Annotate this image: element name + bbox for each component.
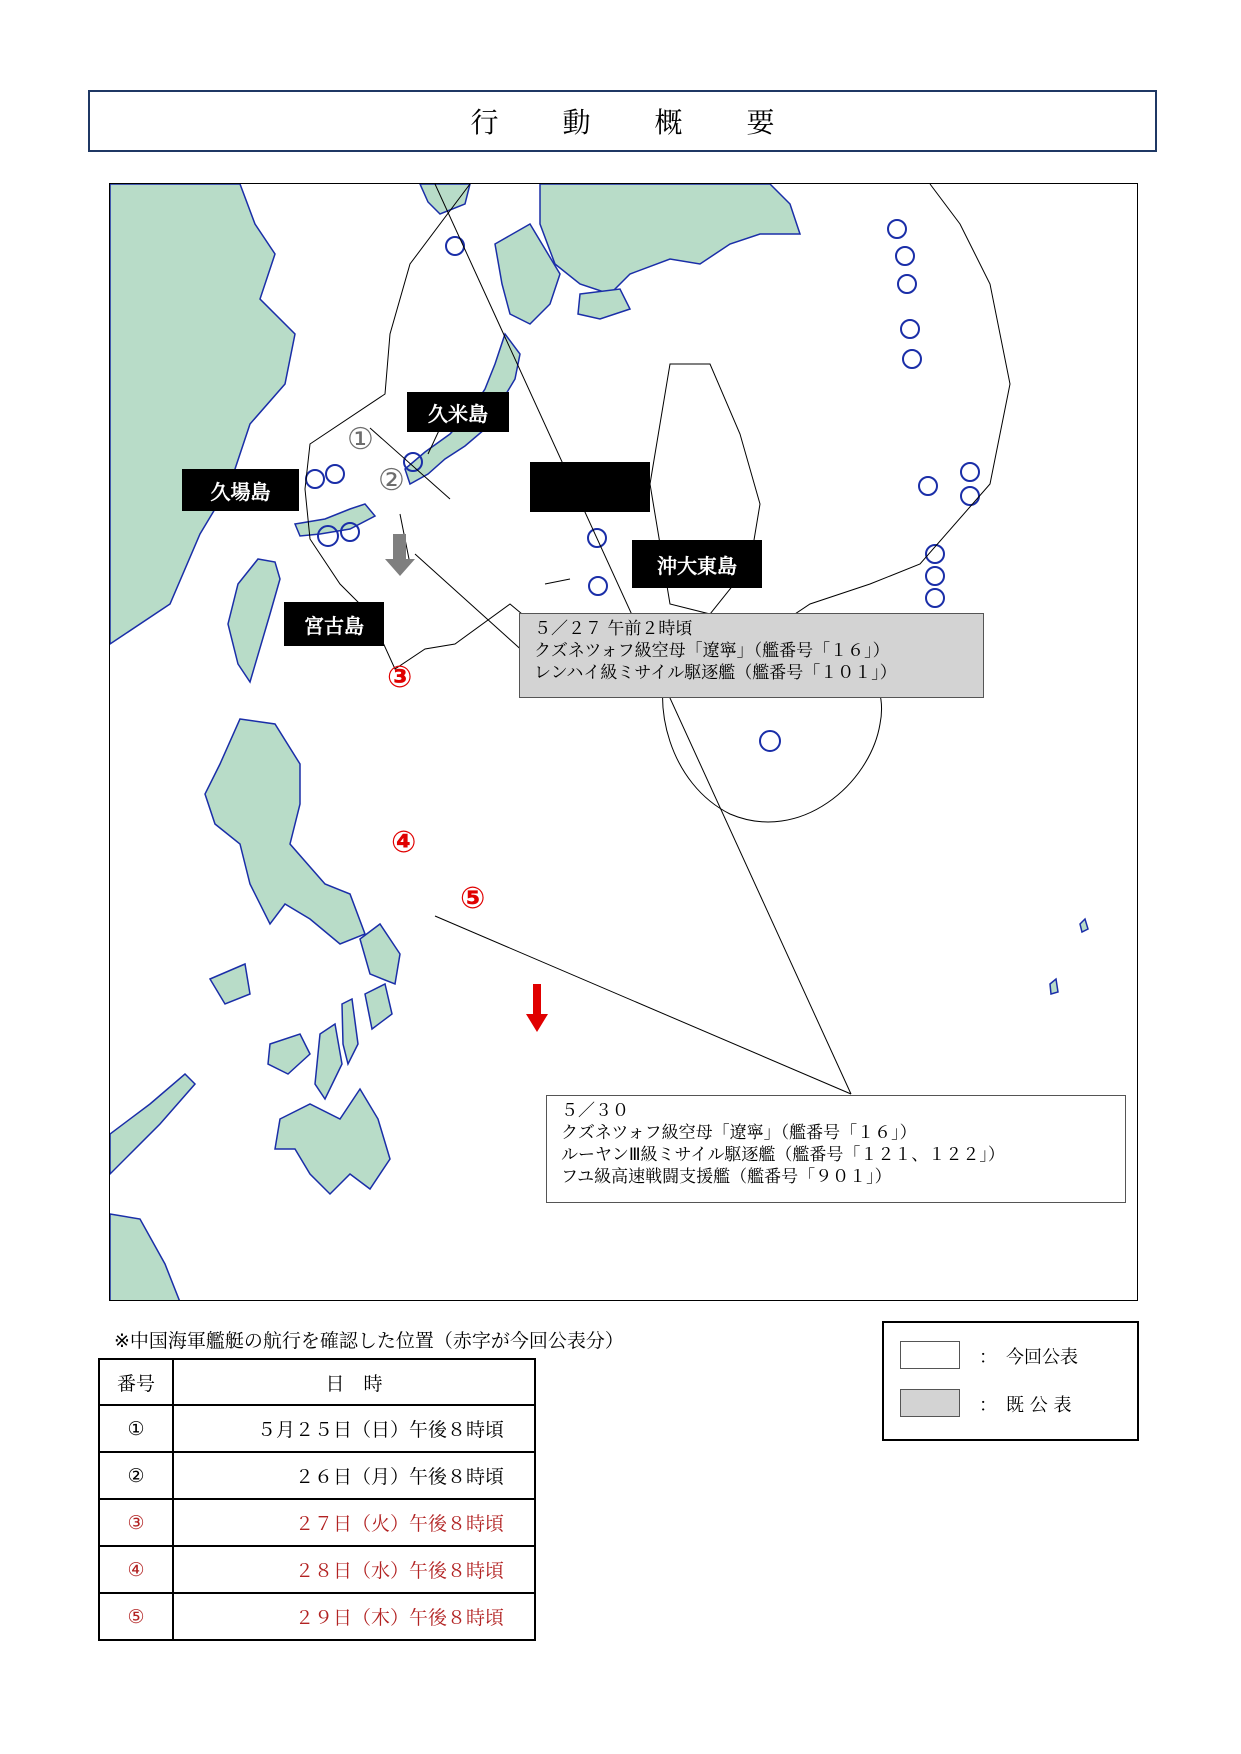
samar <box>360 924 400 984</box>
row-date: ２８日（水）午後８時頃 <box>173 1546 535 1593</box>
previous-arrow <box>385 534 415 576</box>
legend-swatch-current <box>900 1341 960 1369</box>
japan-honshu <box>540 184 800 294</box>
label-kuba: 久場島 <box>182 469 299 511</box>
map <box>109 183 1138 1301</box>
row-num: ⑤ <box>99 1593 173 1640</box>
row-num: ② <box>99 1452 173 1499</box>
label-okidaito: 沖大東島 <box>632 540 762 588</box>
marker-3: ③ <box>387 660 413 695</box>
title-box <box>88 90 1157 152</box>
japan-shikoku <box>578 289 630 319</box>
header-num: 番号 <box>99 1359 173 1405</box>
callout-current <box>546 1095 1126 1203</box>
callout-current-line1: ５／３０ <box>561 1101 629 1121</box>
legend-previous-label: ： 既 公 表 <box>979 1395 1072 1416</box>
schedule-table <box>98 1358 536 1641</box>
callout-previous-line1: ５／２７ 午前２時頃 <box>534 619 693 639</box>
row-num: ① <box>99 1405 173 1452</box>
mindanao <box>275 1089 390 1194</box>
table-row <box>99 1593 535 1640</box>
mindoro <box>210 964 250 1004</box>
borneo <box>110 1214 180 1301</box>
legend-swatch-previous <box>900 1389 960 1417</box>
pacific-islet-1 <box>1080 919 1088 932</box>
table-row <box>99 1452 535 1499</box>
palawan <box>110 1074 195 1174</box>
page-title: 行 動 概 要 <box>470 106 793 139</box>
table-row <box>99 1546 535 1593</box>
pacific-islet-2 <box>1050 979 1058 994</box>
label-kume: 久米島 <box>407 392 509 432</box>
panay <box>268 1034 310 1074</box>
marker-2: ② <box>378 463 405 498</box>
redacted-label <box>530 462 650 512</box>
callout-current-line3: ルーヤンⅢ級ミサイル駆逐艦（艦番号「１２１、１２２」） <box>561 1145 1005 1165</box>
leyte <box>365 984 392 1029</box>
callout-previous-line3: レンハイ級ミサイル駆逐艦（艦番号「１０１」） <box>534 663 897 683</box>
luzon <box>205 719 365 944</box>
row-date: ２７日（火）午後８時頃 <box>173 1499 535 1546</box>
row-date: ２６日（月）午後８時頃 <box>173 1452 535 1499</box>
table-row <box>99 1405 535 1452</box>
korea <box>420 184 470 214</box>
legend <box>882 1321 1139 1441</box>
callout-current-line4: フユ級高速戦闘支援艦（艦番号「９０１」） <box>561 1167 892 1187</box>
callout-previous-line2: クズネツォフ級空母「遼寧」（艦番号「１６」） <box>534 641 890 661</box>
note: ※中国海軍艦艇の航行を確認した位置（赤字が今回公表分） <box>114 1330 624 1352</box>
legend-current-label: ： 今回公表 <box>979 1347 1078 1368</box>
callout-previous <box>519 613 984 698</box>
marker-1: ① <box>347 422 374 457</box>
table-row <box>99 1499 535 1546</box>
row-date: ５月２５日（日）午後８時頃 <box>173 1405 535 1452</box>
negros <box>315 1024 342 1099</box>
callout-current-line2: クズネツォフ級空母「遼寧」（艦番号「１６」） <box>561 1123 917 1143</box>
label-miyako: 宮古島 <box>284 602 384 646</box>
marker-5: ⑤ <box>460 881 486 916</box>
header-date: 日 時 <box>173 1359 535 1405</box>
current-arrow <box>526 984 548 1032</box>
taiwan <box>228 559 280 682</box>
row-date: ２９日（木）午後８時頃 <box>173 1593 535 1640</box>
cebu <box>342 999 358 1064</box>
row-num: ③ <box>99 1499 173 1546</box>
row-num: ④ <box>99 1546 173 1593</box>
table-header-row <box>99 1359 535 1405</box>
marker-4: ④ <box>391 825 417 860</box>
